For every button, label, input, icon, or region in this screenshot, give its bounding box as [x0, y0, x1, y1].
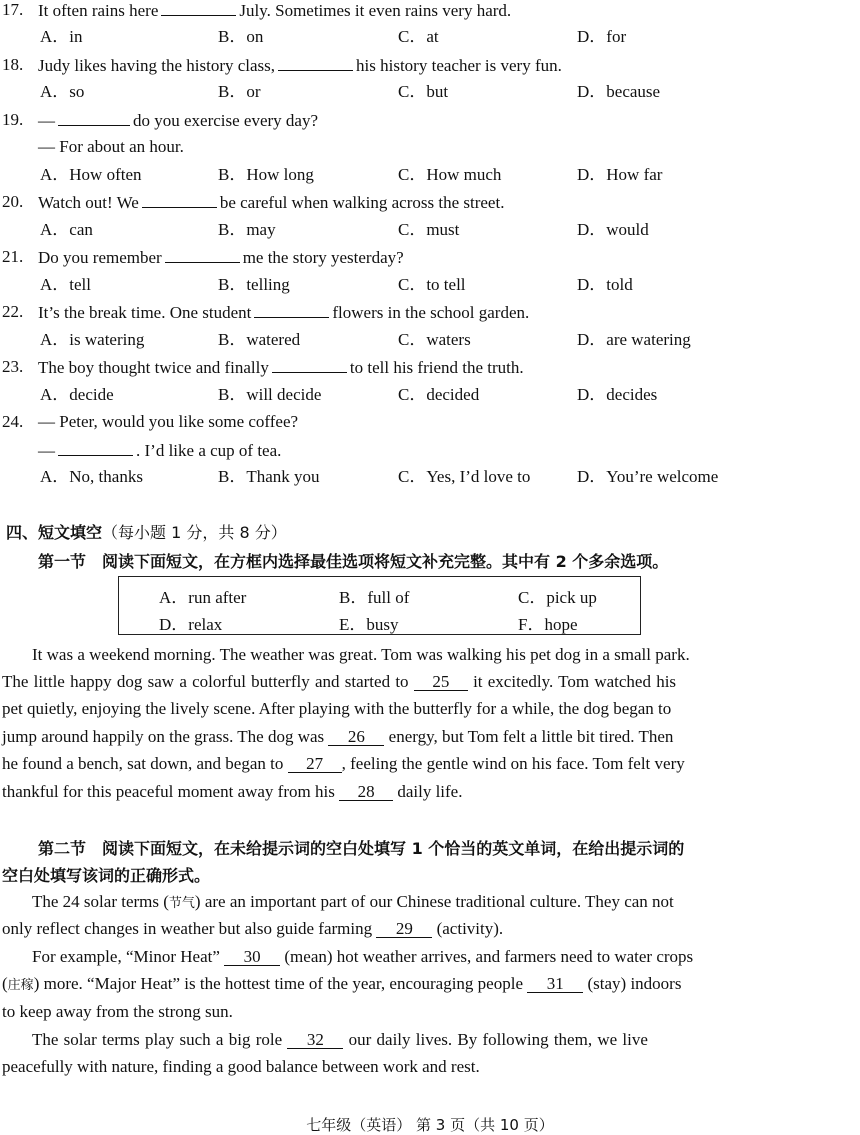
answer-blank-25[interactable]: 25	[414, 673, 468, 691]
options-19	[0, 165, 860, 185]
option-d[interactable]: D．would	[577, 220, 649, 239]
option-a[interactable]: A．No, thanks	[40, 467, 143, 486]
passage1-line: It was a weekend morning. The weather was great. Tom was walking his pet dog in a small park.	[32, 645, 690, 664]
chinese-gloss: 节气	[168, 896, 195, 911]
option-b[interactable]: B．Thank you	[218, 467, 320, 486]
answer-blank-27[interactable]: 27	[288, 755, 342, 773]
option-c[interactable]: C．waters	[398, 330, 471, 349]
question-number: 17.	[2, 0, 24, 19]
part2-instructions-cont: 空白处填写该词的正确形式。	[2, 866, 211, 885]
passage2-line: only reflect changes in weather but also guide farming 29 (activity).	[2, 919, 504, 938]
passage1-line: he found a bench, sat down, and began to 27 , feeling the gentle wind on his face. Tom felt very	[2, 754, 685, 773]
answer-blank[interactable]	[58, 110, 130, 126]
answer-blank-26[interactable]: 26	[328, 728, 384, 746]
answer-blank-31[interactable]: 31	[527, 975, 583, 993]
options-22	[0, 330, 860, 350]
question-number: 24.	[2, 412, 24, 431]
passage2-line: (庄稼) more. “Major Heat” is the hottest time of the year, encouraging people 31 (stay) indoors	[2, 974, 682, 993]
option-b[interactable]: B．watered	[218, 330, 301, 349]
option-a[interactable]: A．decide	[40, 385, 114, 404]
page-footer: 七年级（英语） 第 3 页（共 10 页）	[306, 1116, 554, 1134]
option-d[interactable]: D．How far	[577, 165, 663, 184]
option-b[interactable]: B．telling	[218, 275, 290, 294]
word-option-e: E．busy	[339, 615, 399, 634]
option-a[interactable]: A．is watering	[40, 330, 145, 349]
option-a[interactable]: A．How often	[40, 165, 142, 184]
options-23	[0, 385, 860, 405]
option-a[interactable]: A．tell	[40, 275, 91, 294]
word-options-box	[118, 576, 641, 635]
question-text: — Peter, would you like some coffee?	[38, 412, 299, 431]
passage2-line: peacefully with nature, finding a good balance between work and rest.	[2, 1057, 480, 1076]
passage2-line: to keep away from the strong sun.	[2, 1002, 233, 1021]
part2-instructions: 第二节 阅读下面短文，在未给提示词的空白处填写 1 个恰当的英文单词，在给出提示词的	[38, 839, 685, 858]
option-d[interactable]: D．decides	[577, 385, 658, 404]
answer-blank[interactable]	[254, 302, 329, 318]
passage1-line: jump around happily on the grass. The dog was 26 energy, but Tom felt a little bit tired. Then	[2, 727, 674, 746]
word-option-c: C．pick up	[518, 588, 597, 607]
option-d[interactable]: D．told	[577, 275, 633, 294]
option-a[interactable]: A．so	[40, 82, 85, 101]
question-number: 19.	[2, 110, 24, 129]
question-number: 18.	[2, 55, 24, 74]
options-24	[0, 467, 860, 487]
option-d[interactable]: D．You’re welcome	[577, 467, 719, 486]
question-text: It’s the break time. One student flowers in the school garden.	[38, 303, 530, 322]
options-17	[0, 27, 860, 47]
exam-page: 17. It often rains here July. Sometimes it even rains very hard. A．in B．on C．at D．for 18. Judy likes having the history class, his history teacher is very fun. A．so B．or C．but D．because 19. — do you exercise every day? — For about an hour. A．How often B．How long C．How much D．How far 20. Watch out! We be careful when walking across the street. A．can B．may C．must D．would 21. Do you remember me the story yesterday? A．tell B．telling C．to tell D．told 22. It’s the break time. One student flowers in the school garden. A．is watering B．watered C．waters D．are watering 23. The boy thought twice and finally to tell his friend the truth. A．decide B．will decide C．decided D．decides 24. — Peter, would you like some coffee? — . I’d like a cup of tea. A．No, thanks B．Thank you C．Yes, I’d love to D．You’re welcome 四、短文填空（每小题 1 分，共 8 分） 第一节 阅读下面短文，在方框内选择最佳选项将短文补充完整。其中有 2 个多余选项。 A．run after B．full of C．pick up D．relax E．busy F．hope It was a weekend morning. The weather was great. Tom was walking his pet dog in a small park. The little happy dog saw a colorful butterfly and started to 25 it excitedly. Tom watched his pet quietly, enjoying the lively scene. After playing with the butterfly for a while, the dog began to jump around happily on the grass. The dog was 26 energy, but Tom felt a little bit tired. Then he found a bench, sat down, and began to 27 , feeling the gentle wind on his face. Tom felt very thankful for this peaceful moment away from his 28 daily life. 第二节 阅读下面短文，在未给提示词的空白处填写 1 个恰当的英文单词，在给出提示词的 空白处填写该词的正确形式。 The 24 solar terms (节气) are an important part of our Chinese traditional culture. They can not only reflect changes in weather but also guide farming 29 (activity). For example, “Minor Heat” 30 (mean) hot weather arrives, and farmers need to water crops (庄稼) more. “Major Heat” is the hottest time of the year, encouraging people 31 (stay) indoors to keep away from the strong sun. The solar terms play such a big role 32 our daily lives. By following them, we live peacefully with nature, finding a good balance between work and rest. 七年级（英语） 第 3 页（共 10 页）	[0, 0, 860, 1135]
options-21	[0, 275, 860, 295]
part1-instructions: 第一节 阅读下面短文，在方框内选择最佳选项将短文补充完整。其中有 2 个多余选项。	[38, 552, 669, 571]
question-text: Watch out! We be careful when walking across the street.	[38, 193, 505, 212]
option-c[interactable]: C．Yes, I’d love to	[398, 467, 531, 486]
answer-blank[interactable]	[272, 357, 347, 373]
option-b[interactable]: B．will decide	[218, 385, 322, 404]
answer-blank[interactable]	[278, 55, 353, 71]
answer-blank-32[interactable]: 32	[287, 1031, 343, 1049]
option-d[interactable]: D．because	[577, 82, 661, 101]
answer-blank[interactable]	[161, 0, 236, 16]
passage1-line: thankful for this peaceful moment away from his 28 daily life.	[2, 782, 463, 801]
option-a[interactable]: A．in	[40, 27, 83, 46]
passage1-line: pet quietly, enjoying the lively scene. After playing with the butterfly for a while, the dog began to	[2, 699, 672, 718]
word-option-b: B．full of	[339, 588, 410, 607]
word-option-a: A．run after	[159, 588, 247, 607]
option-b[interactable]: B．on	[218, 27, 264, 46]
section-score-note: （每小题 1 分，共 8 分）	[102, 523, 287, 542]
option-c[interactable]: C．How much	[398, 165, 502, 184]
option-a[interactable]: A．can	[40, 220, 93, 239]
option-b[interactable]: B．or	[218, 82, 261, 101]
word-option-f: F．hope	[518, 615, 578, 634]
answer-blank-28[interactable]: 28	[339, 783, 393, 801]
option-d[interactable]: D．for	[577, 27, 627, 46]
option-b[interactable]: B．How long	[218, 165, 314, 184]
passage2-line: For example, “Minor Heat” 30 (mean) hot weather arrives, and farmers need to water crops	[32, 947, 694, 966]
answer-blank[interactable]	[165, 247, 240, 263]
passage1-line: The little happy dog saw a colorful butterfly and started to 25 it excitedly. Tom watched his	[2, 672, 677, 691]
question-number: 22.	[2, 302, 24, 321]
question-number: 21.	[2, 247, 24, 266]
question-text: The boy thought twice and finally to tell his friend the truth.	[38, 358, 524, 377]
question-text: It often rains here July. Sometimes it even rains very hard.	[38, 1, 512, 20]
answer-blank[interactable]	[58, 440, 133, 456]
word-option-d: D．relax	[159, 615, 223, 634]
option-c[interactable]: C．but	[398, 82, 449, 101]
option-c[interactable]: C．must	[398, 220, 460, 239]
section-title: 四、短文填空（每小题 1 分，共 8 分）	[6, 523, 287, 542]
question-text: — do you exercise every day?	[38, 111, 319, 130]
option-c[interactable]: C．at	[398, 27, 439, 46]
answer-blank[interactable]	[142, 192, 217, 208]
passage2-line: The solar terms play such a big role 32 our daily lives. By following them, we live	[32, 1030, 648, 1049]
options-18	[0, 82, 860, 102]
question-text: Do you remember me the story yesterday?	[38, 248, 404, 267]
passage2-line: The 24 solar terms (节气) are an important part of our Chinese traditional culture. They can not	[32, 892, 674, 911]
option-d[interactable]: D．are watering	[577, 330, 691, 349]
option-c[interactable]: C．decided	[398, 385, 480, 404]
question-number: 23.	[2, 357, 24, 376]
question-text: Judy likes having the history class, his history teacher is very fun.	[38, 56, 562, 75]
answer-blank-29[interactable]: 29	[376, 920, 432, 938]
answer-blank-30[interactable]: 30	[224, 948, 280, 966]
question-number: 20.	[2, 192, 24, 211]
chinese-gloss: 庄稼	[7, 978, 34, 993]
option-b[interactable]: B．may	[218, 220, 276, 239]
option-c[interactable]: C．to tell	[398, 275, 466, 294]
options-20	[0, 220, 860, 240]
